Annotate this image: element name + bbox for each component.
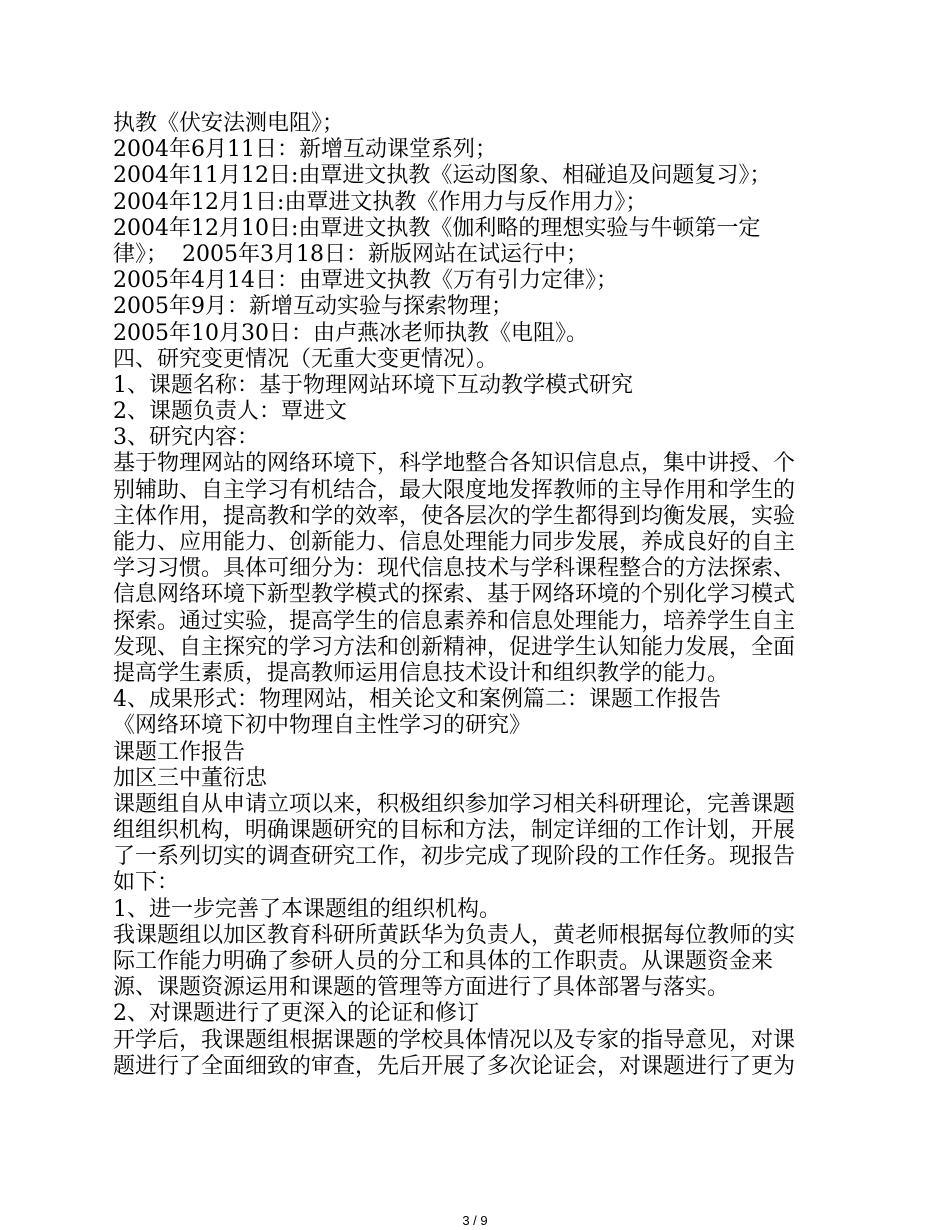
text-line: 别辅助、自主学习有机结合，最大限度地发挥教师的主导作用和学生的 [113, 477, 796, 503]
text-line: 2005年10月30日：由卢燕冰老师执教《电阻》。 [113, 320, 588, 346]
text-line: 源、课题资源运用和课题的管理等方面进行了具体部署与落实。 [113, 975, 730, 1001]
text-line: 了一系列切实的调查研究工作，初步完成了现阶段的工作任务。现报告 [113, 844, 796, 870]
text-line: 际工作能力明确了参研人员的分工和具体的工作职责。从课题资金来 [113, 949, 774, 974]
text-line: 律》； 2005年3月18日：新版网站在试运行中； [113, 241, 588, 267]
text-line: 2、课题负责人：覃进文 [113, 399, 347, 425]
text-line: 组组织机构，明确课题研究的目标和方法，制定详细的工作计划，开展 [113, 818, 796, 844]
text-line: 提高学生素质，提高教师运用信息技术设计和组织教学的能力。 [113, 660, 730, 686]
text-line: 如下： [113, 870, 180, 896]
text-line: 4、成果形式：物理网站，相关论文和案例篇二：课题工作报告 [113, 687, 721, 713]
text-line: 2004年6月11日：新增互动课堂系列； [113, 137, 497, 163]
text-line: 课题组自从申请立项以来，积极组织参加学习相关科研理论，完善课题 [113, 791, 796, 817]
text-line: 1、课题名称：基于物理网站环境下互动教学模式研究 [113, 372, 633, 398]
text-line: 2004年11月12日:由覃进文执教《运动图象、相碰追及问题复习》； [113, 163, 772, 189]
text-line: 探索。通过实验，提高学生的信息素养和信息处理能力，培养学生自主 [113, 608, 796, 634]
report-subtitle: 课题工作报告 [113, 739, 246, 765]
text-line: 2、对课题进行了更深入的论证和修订 [113, 1001, 479, 1027]
document-body [113, 111, 837, 1080]
section-heading: 四、研究变更情况（无重大变更情况）。 [113, 346, 499, 372]
text-line: 2004年12月10日:由覃进文执教《伽利略的理想实验与牛顿第一定 [113, 215, 761, 241]
text-line: 2004年12月1日:由覃进文执教《作用力与反作用力》； [113, 189, 648, 215]
text-line: 2005年9月：新增互动实验与探索物理； [113, 294, 513, 320]
text-line: 学习习惯。具体可细分为：现代信息技术与学科课程整合的方法探索、 [113, 556, 796, 582]
text-line: 信息网络环境下新型教学模式的探索、基于网络环境的个别化学习模式 [113, 582, 796, 608]
text-line: 1、进一步完善了本课题组的组织机构。 [113, 896, 501, 922]
text-line: 题进行了全面细致的审查，先后开展了多次论证会，对课题进行了更为 [113, 1053, 796, 1079]
text-line: 基于物理网站的网络环境下，科学地整合各知识信息点，集中讲授、个 [113, 451, 796, 477]
text-line: 我课题组以加区教育科研所黄跃华为负责人，黄老师根据每位教师的实 [113, 922, 796, 948]
text-line: 执教《伏安法测电阻》； [113, 111, 345, 136]
text-line: 能力、应用能力、创新能力、信息处理能力同步发展，养成良好的自主 [113, 530, 796, 555]
report-title: 《网络环境下初中物理自主性学习的研究》 [113, 713, 532, 739]
text-line: 主体作用，提高教和学的效率，使各层次的学生都得到均衡发展，实验 [113, 503, 796, 529]
text-line: 3、研究内容： [113, 425, 259, 451]
text-line: 发现、自主探究的学习方法和创新精神，促进学生认知能力发展，全面 [113, 634, 796, 660]
report-author: 加区三中董衍忠 [113, 765, 268, 791]
text-line: 2005年4月14日：由覃进文执教《万有引力定律》； [113, 268, 618, 294]
page-number: 3 / 9 [462, 1213, 488, 1228]
text-line: 开学后，我课题组根据课题的学校具体情况以及专家的指导意见，对课 [113, 1027, 796, 1053]
